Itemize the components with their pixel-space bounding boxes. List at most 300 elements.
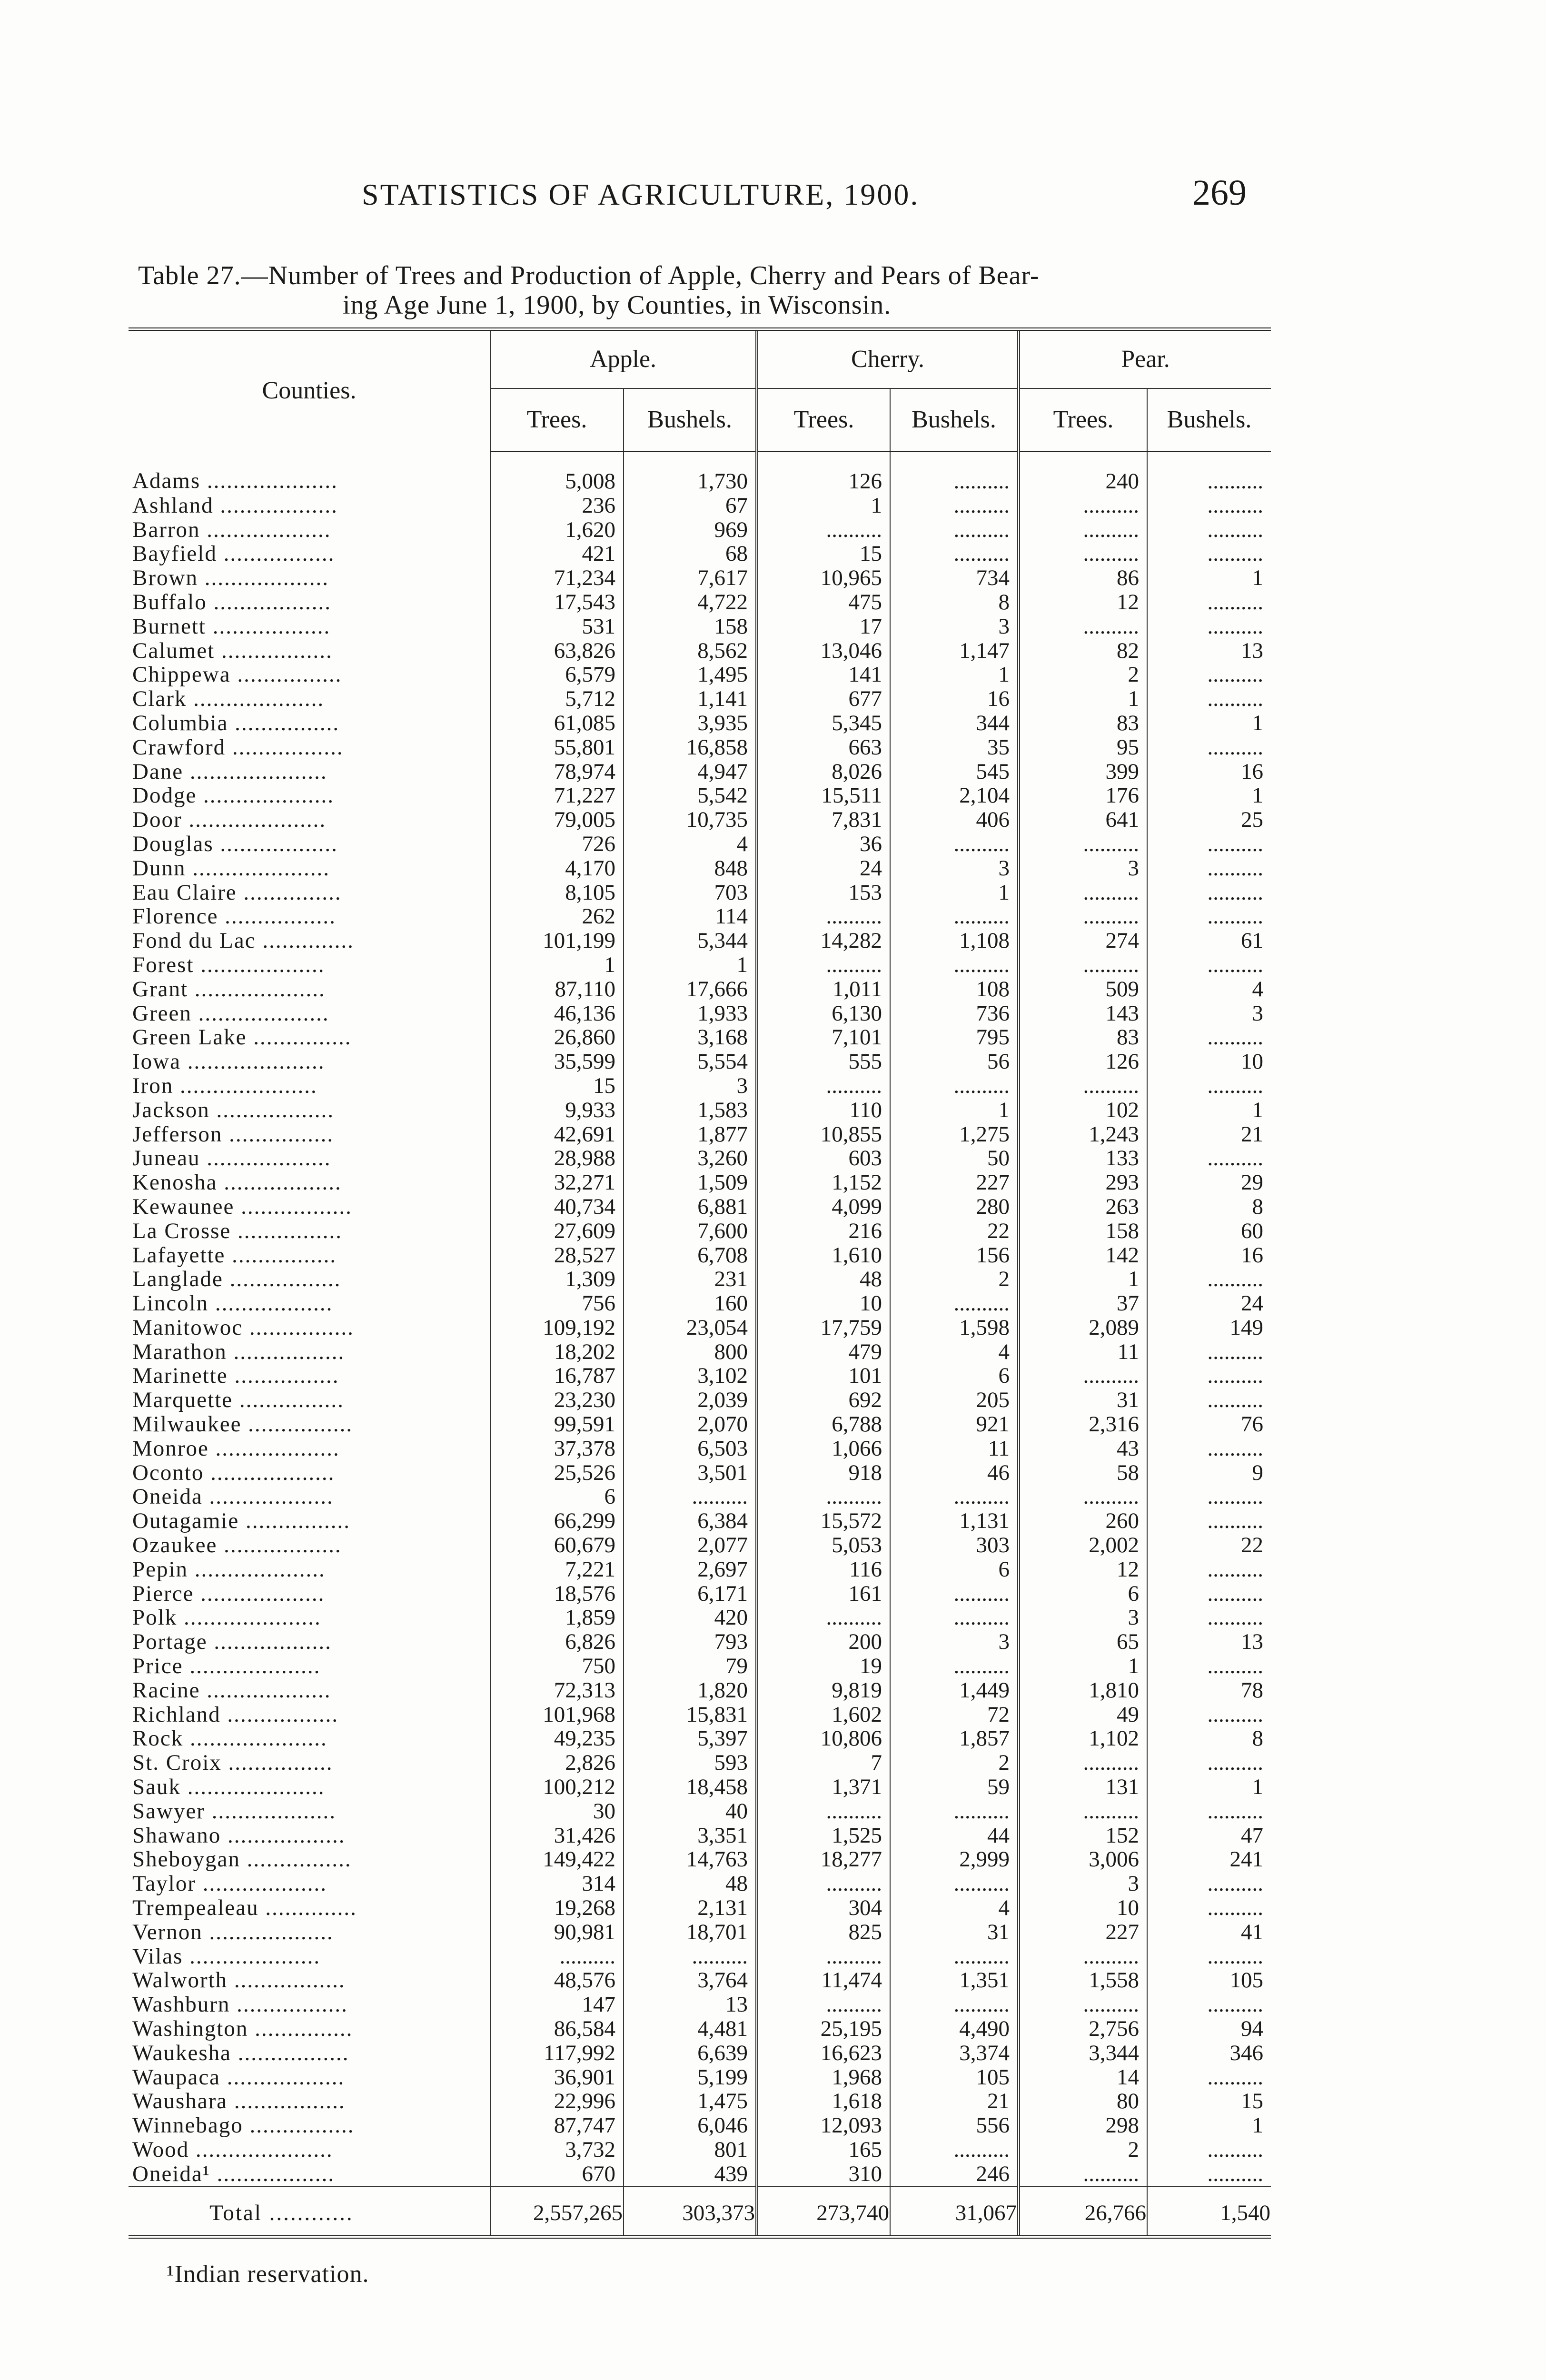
county-name: Clark .................... <box>132 686 325 712</box>
apple-bushels: 593 <box>624 1751 757 1775</box>
pear-bushels: .......... <box>1147 590 1271 615</box>
cherry-trees: 479 <box>757 1340 890 1364</box>
caption-line-2: ing Age June 1, 1900, by Counties, in Wisconsin. <box>343 290 892 320</box>
apple-trees: 6,826 <box>490 1630 624 1654</box>
cherry-bushels: 1,857 <box>890 1726 1019 1751</box>
pear-trees: 49 <box>1019 1703 1147 1727</box>
apple-trees: 71,227 <box>490 783 624 808</box>
apple-trees: 78,974 <box>490 760 624 784</box>
cherry-trees: .......... <box>757 1872 890 1896</box>
apple-bushels: 1,509 <box>624 1170 757 1195</box>
page-number: 269 <box>1192 173 1247 213</box>
apple-bushels: 3,764 <box>624 1968 757 1993</box>
pear-bushels: 4 <box>1147 977 1271 1002</box>
pear-bushels: 13 <box>1147 1630 1271 1654</box>
county-name: Fond du Lac .............. <box>132 928 354 953</box>
pear-trees: 152 <box>1019 1824 1147 1848</box>
county-name: Buffalo .................. <box>132 589 331 615</box>
apple-trees: 4,170 <box>490 856 624 881</box>
pear-trees: 80 <box>1019 2089 1147 2113</box>
cherry-bushels: 556 <box>890 2113 1019 2138</box>
apple-trees: 18,576 <box>490 1582 624 1606</box>
apple-trees: 18,202 <box>490 1340 624 1364</box>
pear-bushels: .......... <box>1147 1509 1271 1533</box>
apple-bushels: 3,260 <box>624 1146 757 1170</box>
pear-bushels: 149 <box>1147 1316 1271 1340</box>
cherry-bushels: .......... <box>890 2138 1019 2162</box>
table-row <box>129 1582 1271 1606</box>
cherry-bushels: 31 <box>890 1920 1019 1944</box>
pear-bushels: .......... <box>1147 735 1271 760</box>
table-row <box>129 1364 1271 1388</box>
cherry-bushels: 59 <box>890 1775 1019 1799</box>
cherry-trees: 1,610 <box>757 1243 890 1268</box>
pear-bushels: .......... <box>1147 1582 1271 1606</box>
pear-bushels: .......... <box>1147 2138 1271 2162</box>
cherry-trees: 15 <box>757 542 890 566</box>
pear-trees: 12 <box>1019 1557 1147 1582</box>
apple-bushels: 4,481 <box>624 2017 757 2041</box>
apple-bushels: 6,503 <box>624 1437 757 1461</box>
county-name: Florence ................. <box>132 904 336 929</box>
apple-trees: 117,992 <box>490 2041 624 2065</box>
cherry-trees: 24 <box>757 856 890 881</box>
table-row <box>129 2065 1271 2090</box>
apple-bushels: 7,617 <box>624 566 757 590</box>
apple-trees: 23,230 <box>490 1388 624 1412</box>
cherry-trees: 19 <box>757 1654 890 1678</box>
column-header-cherry-trees: Trees. <box>757 388 890 452</box>
pear-bushels: .......... <box>1147 1654 1271 1678</box>
apple-bushels: 15,831 <box>624 1703 757 1727</box>
apple-trees: 71,234 <box>490 566 624 590</box>
cherry-bushels: 4 <box>890 1896 1019 1920</box>
pear-trees: .......... <box>1019 615 1147 639</box>
pear-trees: 263 <box>1019 1195 1147 1219</box>
apple-trees: 7,221 <box>490 1557 624 1582</box>
apple-trees: .......... <box>490 1944 624 1969</box>
apple-bushels: 18,458 <box>624 1775 757 1799</box>
pear-bushels: .......... <box>1147 452 1271 494</box>
cherry-bushels: .......... <box>890 1799 1019 1824</box>
cherry-bushels: 3 <box>890 856 1019 881</box>
cherry-trees: 141 <box>757 663 890 687</box>
column-header-cherry-bushels: Bushels. <box>890 388 1019 452</box>
pear-bushels: .......... <box>1147 1437 1271 1461</box>
apple-trees: 1,859 <box>490 1606 624 1630</box>
apple-trees: 17,543 <box>490 590 624 615</box>
pear-trees: 1 <box>1019 1654 1147 1678</box>
pear-bushels: .......... <box>1147 494 1271 518</box>
table-row <box>129 1412 1271 1437</box>
county-name: Pepin .................... <box>132 1557 326 1582</box>
cherry-trees: 7,101 <box>757 1025 890 1050</box>
cherry-trees: 10,965 <box>757 566 890 590</box>
cherry-bushels: 280 <box>890 1195 1019 1219</box>
pear-bushels: .......... <box>1147 1993 1271 2017</box>
apple-bushels: 420 <box>624 1606 757 1630</box>
table-row <box>129 1896 1271 1920</box>
table-row <box>129 1533 1271 1557</box>
county-name: Oneida ................... <box>132 1484 334 1509</box>
county-name: Price .................... <box>132 1654 321 1679</box>
pear-bushels: .......... <box>1147 542 1271 566</box>
county-name: Green Lake ............... <box>132 1025 352 1050</box>
column-header-counties: Counties. <box>129 329 490 452</box>
county-name: Winnebago ................ <box>132 2113 355 2138</box>
pear-bushels: 10 <box>1147 1050 1271 1074</box>
apple-trees: 1,309 <box>490 1267 624 1291</box>
table-row <box>129 953 1271 977</box>
table-row <box>129 1630 1271 1654</box>
cherry-trees: 116 <box>757 1557 890 1582</box>
apple-trees: 61,085 <box>490 711 624 735</box>
cherry-bushels: 1,108 <box>890 929 1019 953</box>
pear-bushels: 1 <box>1147 711 1271 735</box>
cherry-bushels: 303 <box>890 1533 1019 1557</box>
cherry-trees: 101 <box>757 1364 890 1388</box>
county-name: Waukesha ................. <box>132 2040 349 2065</box>
cherry-trees: 16,623 <box>757 2041 890 2065</box>
pear-trees: 83 <box>1019 1025 1147 1050</box>
apple-bushels: 231 <box>624 1267 757 1291</box>
cherry-trees: 13,046 <box>757 639 890 663</box>
apple-bushels: 10,735 <box>624 808 757 832</box>
pear-trees: 126 <box>1019 1050 1147 1074</box>
table-row <box>129 1726 1271 1751</box>
cherry-trees: 1,602 <box>757 1703 890 1727</box>
pear-trees: 82 <box>1019 639 1147 663</box>
county-name: Racine ................... <box>132 1677 331 1703</box>
county-name: Calumet ................. <box>132 638 333 663</box>
pear-trees: 641 <box>1019 808 1147 832</box>
cherry-bushels: 1 <box>890 881 1019 905</box>
table-row <box>129 2017 1271 2041</box>
pear-trees: 3,006 <box>1019 1847 1147 1872</box>
apple-bushels: 4,722 <box>624 590 757 615</box>
cherry-trees: 48 <box>757 1267 890 1291</box>
apple-trees: 19,268 <box>490 1896 624 1920</box>
cherry-bushels: 227 <box>890 1170 1019 1195</box>
apple-bushels: 6,708 <box>624 1243 757 1268</box>
cherry-bushels: 1,598 <box>890 1316 1019 1340</box>
county-name: Manitowoc ................ <box>132 1315 354 1340</box>
pear-bushels: .......... <box>1147 1606 1271 1630</box>
pear-trees: 142 <box>1019 1243 1147 1268</box>
cherry-trees: 126 <box>757 452 890 494</box>
cherry-bushels: .......... <box>890 542 1019 566</box>
apple-bushels: 969 <box>624 518 757 542</box>
table-row <box>129 2113 1271 2138</box>
cherry-trees: 1,968 <box>757 2065 890 2090</box>
cherry-trees: 200 <box>757 1630 890 1654</box>
pear-bushels: 8 <box>1147 1726 1271 1751</box>
cherry-trees: 6,130 <box>757 1002 890 1026</box>
pear-bushels: 16 <box>1147 760 1271 784</box>
pear-trees: .......... <box>1019 1364 1147 1388</box>
column-group-pear: Pear. <box>1019 329 1271 389</box>
pear-bushels: 1 <box>1147 1098 1271 1122</box>
pear-bushels: .......... <box>1147 856 1271 881</box>
apple-trees: 49,235 <box>490 1726 624 1751</box>
running-head: STATISTICS OF AGRICULTURE, 1900. <box>362 178 920 211</box>
cherry-trees: .......... <box>757 1074 890 1098</box>
apple-trees: 314 <box>490 1872 624 1896</box>
cherry-bushels: 3 <box>890 1630 1019 1654</box>
apple-bushels: 160 <box>624 1291 757 1316</box>
caption-line-1: Table 27.—Number of Trees and Production of Apple, Cherry and Pears of Bear- <box>138 261 1040 290</box>
cherry-trees: .......... <box>757 904 890 929</box>
pear-trees: 298 <box>1019 2113 1147 2138</box>
county-name: Forest ................... <box>132 952 325 977</box>
pear-trees: 1,243 <box>1019 1122 1147 1147</box>
cherry-trees: 216 <box>757 1219 890 1243</box>
cherry-trees: 18,277 <box>757 1847 890 1872</box>
pear-trees: 2,089 <box>1019 1316 1147 1340</box>
pear-bushels: 47 <box>1147 1824 1271 1848</box>
pear-bushels: .......... <box>1147 1751 1271 1775</box>
table-row <box>129 1654 1271 1678</box>
pear-trees: 95 <box>1019 735 1147 760</box>
apple-trees: 90,981 <box>490 1920 624 1944</box>
table-row <box>129 783 1271 808</box>
apple-bushels: 848 <box>624 856 757 881</box>
apple-trees: 756 <box>490 1291 624 1316</box>
cherry-bushels: 1,275 <box>890 1122 1019 1147</box>
pear-bushels: .......... <box>1147 1025 1271 1050</box>
pear-bushels: 78 <box>1147 1678 1271 1703</box>
pear-trees: 133 <box>1019 1146 1147 1170</box>
table-row <box>129 1606 1271 1630</box>
apple-bushels: 439 <box>624 2162 757 2187</box>
pear-trees: 1,810 <box>1019 1678 1147 1703</box>
pear-bushels: .......... <box>1147 953 1271 977</box>
apple-bushels: 5,542 <box>624 783 757 808</box>
apple-trees: 28,527 <box>490 1243 624 1268</box>
county-name: Adams .................... <box>132 468 338 494</box>
county-name: Oconto ................... <box>132 1460 335 1485</box>
apple-trees: 109,192 <box>490 1316 624 1340</box>
apple-trees: 22,996 <box>490 2089 624 2113</box>
county-name: Brown ................... <box>132 565 329 591</box>
cherry-bushels: 6 <box>890 1557 1019 1582</box>
pear-trees: .......... <box>1019 2162 1147 2187</box>
apple-trees: 100,212 <box>490 1775 624 1799</box>
cherry-trees: 7,831 <box>757 808 890 832</box>
county-name: Bayfield ................. <box>132 541 335 566</box>
cherry-bushels: 1,147 <box>890 639 1019 663</box>
apple-bushels: 4,947 <box>624 760 757 784</box>
table-row <box>129 1678 1271 1703</box>
cherry-trees: 677 <box>757 687 890 711</box>
cherry-bushels: 46 <box>890 1461 1019 1485</box>
table-row <box>129 1098 1271 1122</box>
cherry-bushels: 3 <box>890 615 1019 639</box>
table-row <box>129 881 1271 905</box>
county-name: Marathon ................. <box>132 1339 345 1364</box>
table-caption <box>138 261 1280 320</box>
cherry-bushels: .......... <box>890 1654 1019 1678</box>
cherry-bushels: 3,374 <box>890 2041 1019 2065</box>
cherry-trees: 825 <box>757 1920 890 1944</box>
apple-bushels: 3,501 <box>624 1461 757 1485</box>
county-name: La Crosse ................ <box>132 1218 343 1243</box>
county-name: Outagamie ................ <box>132 1508 350 1534</box>
cherry-bushels: 44 <box>890 1824 1019 1848</box>
county-name: Dodge .................... <box>132 783 335 808</box>
pear-bushels: 9 <box>1147 1461 1271 1485</box>
cherry-trees: 165 <box>757 2138 890 2162</box>
pear-bushels: 241 <box>1147 1847 1271 1872</box>
pear-bushels: 25 <box>1147 808 1271 832</box>
column-group-apple: Apple. <box>490 329 757 389</box>
cherry-trees: 10,855 <box>757 1122 890 1147</box>
apple-trees: 37,378 <box>490 1437 624 1461</box>
apple-trees: 149,422 <box>490 1847 624 1872</box>
pear-bushels: .......... <box>1147 2162 1271 2187</box>
table-row <box>129 542 1271 566</box>
pear-trees: .......... <box>1019 1944 1147 1969</box>
county-name: Juneau ................... <box>132 1146 331 1171</box>
cherry-bushels: 2,999 <box>890 1847 1019 1872</box>
apple-bushels: 1,495 <box>624 663 757 687</box>
pear-bushels: 3 <box>1147 1002 1271 1026</box>
cherry-bushels: .......... <box>890 1485 1019 1509</box>
cherry-trees: .......... <box>757 1944 890 1969</box>
county-name: Grant .................... <box>132 976 326 1002</box>
pear-trees: .......... <box>1019 1074 1147 1098</box>
county-name: Waushara ................. <box>132 2089 346 2114</box>
pear-trees: 102 <box>1019 1098 1147 1122</box>
pear-bushels: 29 <box>1147 1170 1271 1195</box>
cherry-bushels: 156 <box>890 1243 1019 1268</box>
table-row <box>129 1437 1271 1461</box>
pear-trees: .......... <box>1019 1993 1147 2017</box>
apple-bushels: 6,046 <box>624 2113 757 2138</box>
pear-trees: 3 <box>1019 1872 1147 1896</box>
pear-bushels: .......... <box>1147 1872 1271 1896</box>
cherry-bushels: 2 <box>890 1267 1019 1291</box>
pear-bushels: 8 <box>1147 1195 1271 1219</box>
cherry-trees: 10 <box>757 1291 890 1316</box>
county-name: Pierce ................... <box>132 1581 325 1606</box>
apple-bushels: 1 <box>624 953 757 977</box>
cherry-trees: 310 <box>757 2162 890 2187</box>
apple-trees: 531 <box>490 615 624 639</box>
apple-trees: 8,105 <box>490 881 624 905</box>
cherry-trees: 4,099 <box>757 1195 890 1219</box>
pear-trees: 3 <box>1019 856 1147 881</box>
cherry-bushels: 1,351 <box>890 1968 1019 1993</box>
cherry-trees: 603 <box>757 1146 890 1170</box>
pear-bushels: 24 <box>1147 1291 1271 1316</box>
pear-trees: 2 <box>1019 663 1147 687</box>
apple-bushels: 1,933 <box>624 1002 757 1026</box>
apple-trees: 48,576 <box>490 1968 624 1993</box>
county-name: Rock ..................... <box>132 1726 327 1751</box>
apple-trees: 1,620 <box>490 518 624 542</box>
county-name: Vernon ................... <box>132 1919 334 1944</box>
county-name: Ashland .................. <box>132 493 338 518</box>
apple-bushels: 2,077 <box>624 1533 757 1557</box>
cherry-trees: 15,511 <box>757 783 890 808</box>
apple-bushels: .......... <box>624 1485 757 1509</box>
county-name: Kewaunee ................. <box>132 1194 352 1219</box>
table-row <box>129 1872 1271 1896</box>
total-pear-trees: 26,766 <box>1019 2187 1147 2237</box>
statistics-table <box>129 327 1271 2239</box>
cherry-bushels: 1,449 <box>890 1678 1019 1703</box>
apple-bushels: 3,168 <box>624 1025 757 1050</box>
pear-trees: 3 <box>1019 1606 1147 1630</box>
table-row <box>129 2041 1271 2065</box>
pear-bushels: 94 <box>1147 2017 1271 2041</box>
pear-trees: 2,002 <box>1019 1533 1147 1557</box>
apple-trees: 5,008 <box>490 452 624 494</box>
table-row <box>129 2162 1271 2187</box>
cherry-bushels: 6 <box>890 1364 1019 1388</box>
county-name: Crawford ................. <box>132 734 344 760</box>
pear-trees: 509 <box>1019 977 1147 1002</box>
column-header-pear-trees: Trees. <box>1019 388 1147 452</box>
table-row <box>129 1267 1271 1291</box>
cherry-trees: 6,788 <box>757 1412 890 1437</box>
cherry-bushels: .......... <box>890 953 1019 977</box>
apple-trees: 726 <box>490 832 624 856</box>
pear-trees: 12 <box>1019 590 1147 615</box>
apple-bushels: 2,070 <box>624 1412 757 1437</box>
pear-trees: 2 <box>1019 2138 1147 2162</box>
county-name: Eau Claire ............... <box>132 880 342 905</box>
apple-bushels: 1,475 <box>624 2089 757 2113</box>
apple-bushels: 6,171 <box>624 1582 757 1606</box>
cherry-trees: 1,525 <box>757 1824 890 1848</box>
apple-bushels: 3,102 <box>624 1364 757 1388</box>
pear-bushels: 22 <box>1147 1533 1271 1557</box>
apple-trees: 72,313 <box>490 1678 624 1703</box>
cherry-bushels: 2 <box>890 1751 1019 1775</box>
apple-bushels: 5,344 <box>624 929 757 953</box>
pear-trees: 1 <box>1019 1267 1147 1291</box>
cherry-trees: 11,474 <box>757 1968 890 1993</box>
pear-bushels: .......... <box>1147 687 1271 711</box>
cherry-trees: 5,345 <box>757 711 890 735</box>
cherry-bushels: 1,131 <box>890 1509 1019 1533</box>
table-row <box>129 1291 1271 1316</box>
table-row <box>129 832 1271 856</box>
county-name: Shawano .................. <box>132 1823 346 1848</box>
cherry-trees: 153 <box>757 881 890 905</box>
pear-bushels: .......... <box>1147 1944 1271 1969</box>
pear-trees: 131 <box>1019 1775 1147 1799</box>
pear-bushels: .......... <box>1147 1896 1271 1920</box>
pear-trees: .......... <box>1019 494 1147 518</box>
pear-trees: 58 <box>1019 1461 1147 1485</box>
apple-trees: 27,609 <box>490 1219 624 1243</box>
table-row <box>129 1993 1271 2017</box>
county-name: Richland ................. <box>132 1702 339 1727</box>
pear-bushels: 16 <box>1147 1243 1271 1268</box>
cherry-bushels: 16 <box>890 687 1019 711</box>
pear-bushels: 1 <box>1147 566 1271 590</box>
apple-bushels: 7,600 <box>624 1219 757 1243</box>
pear-trees: 6 <box>1019 1582 1147 1606</box>
pear-bushels: .......... <box>1147 1146 1271 1170</box>
apple-bushels: 1,820 <box>624 1678 757 1703</box>
table-row <box>129 639 1271 663</box>
apple-trees: 66,299 <box>490 1509 624 1533</box>
apple-trees: 32,271 <box>490 1170 624 1195</box>
